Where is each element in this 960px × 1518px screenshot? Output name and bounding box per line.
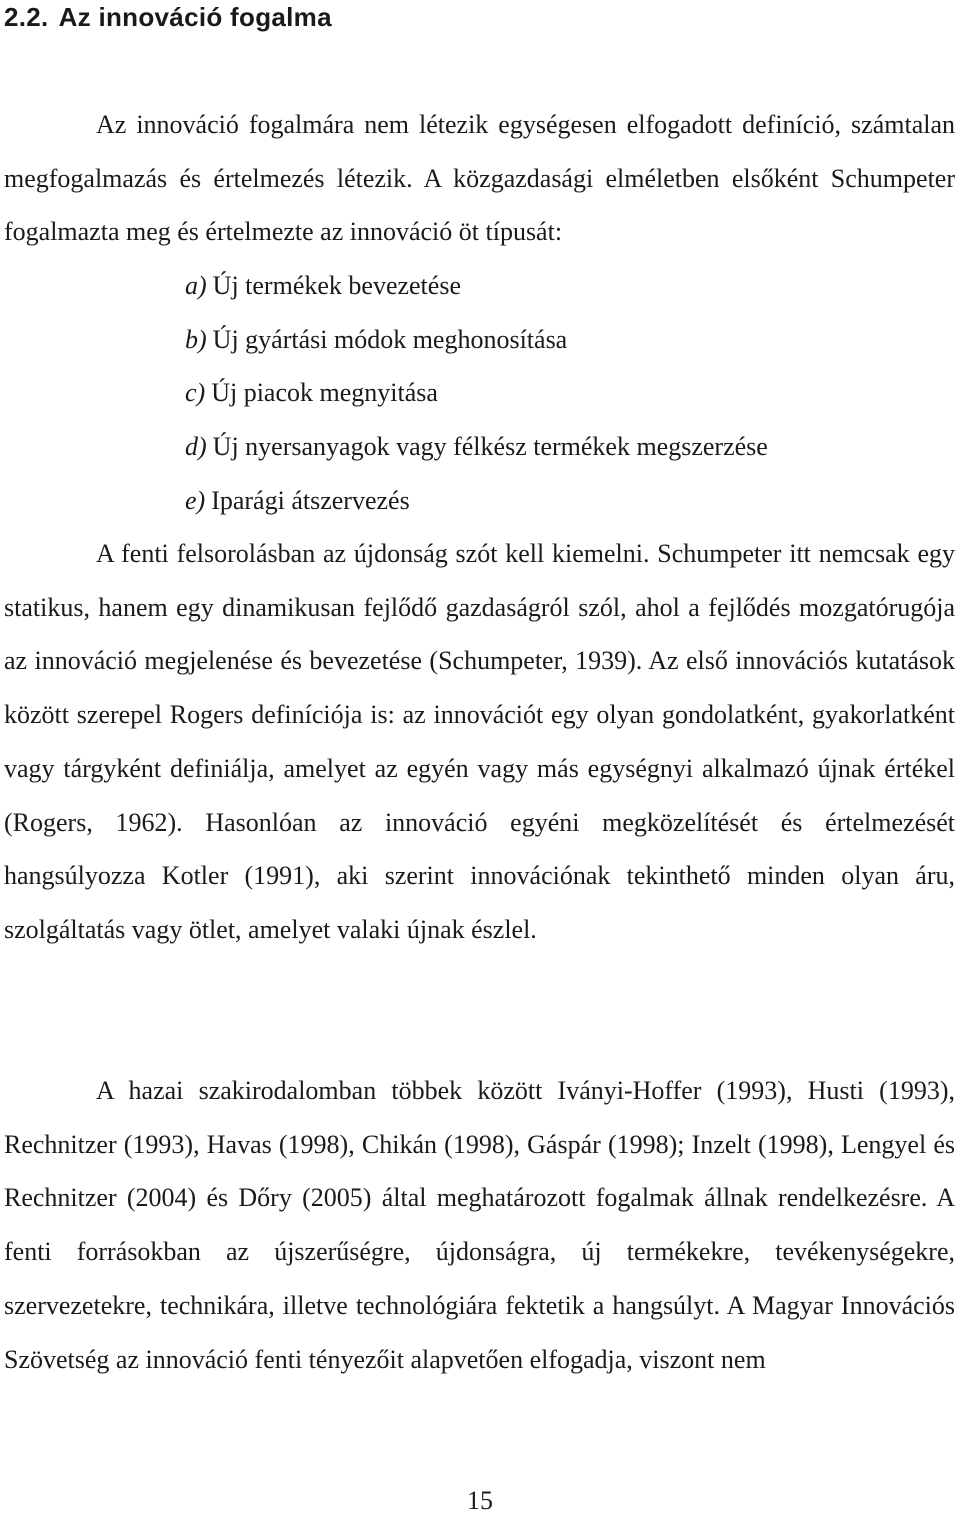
list-item: [185, 259, 768, 313]
paragraph-schumpeter-intro: Az innováció fogalmára nem létezik egységesen elfogadott definíció, számtalan megfogalmazás és értelmezés létezik. A közgazdasági elméletben elsőként Schumpeter fogalmazta meg és értelmezte az innováció öt típusát:: [4, 110, 955, 247]
section-number: 2.2.: [4, 2, 49, 32]
list-item: [185, 420, 768, 474]
list-item-text: Új piacok megnyitása: [211, 378, 438, 408]
list-item-text: Új gyártási módok meghonosítása: [212, 324, 568, 354]
paragraph-domestic-literature: A hazai szakirodalomban többek között Iványi-Hoffer (1993), Husti (1993), Rechnitzer (1993), Havas (1998), Chikán (1998), Gáspár (1998); Inzelt (1998), Lengyel és Rechnitzer (2004) és Dőry (2005) által meghatározott fogalmak állnak rendelkezésre. A fenti forrásokban az újszerűségre, újdonságra, új termékekre, tevékenységekre, szervezetekre, technikára, illetve technológiára fektetik a hangsúlyt. A Magyar Innovációs Szövetség az innováció fenti tényezőit alapvetően elfogadja, viszont nem: [4, 1076, 955, 1374]
section-title: Az innováció fogalma: [58, 2, 332, 32]
list-item-marker: e): [185, 485, 206, 515]
list-item-text: Új termékek bevezetése: [212, 271, 461, 300]
list-item: [185, 313, 768, 367]
paragraph-lead-sentence: A fenti felsorolásban az újdonság szót kell kiemelni.: [96, 539, 650, 568]
list-item-marker: b): [185, 324, 207, 354]
list-item-marker: c): [185, 378, 206, 408]
list-item: [185, 366, 768, 420]
list-item-marker: a): [185, 271, 207, 300]
section-heading: [4, 0, 332, 34]
list-item-marker: d): [185, 432, 207, 462]
innovation-types-list: [185, 259, 768, 528]
list-item: [185, 474, 768, 528]
paragraph-definitions: [4, 527, 955, 957]
list-item-text: Iparági átszervezés: [211, 485, 410, 515]
page-number: 15: [467, 1486, 493, 1515]
paragraph-body: Schumpeter itt nemcsak egy statikus, hanem egy dinamikusan fejlődő gazdaságról szól, ahol a fejlődés mozgatórugója az innováció megjelenése és bevezetése (Schumpeter, 1939). Az első innovációs kutatások között szerepel Rogers definíciója is: az innovációt egy olyan gondolatként, gyakorlatként vagy tárgyként definiálja, amelyet az egyén vagy más egységnyi alkalmazó újnak értékel (Rogers, 1962). Hasonlóan az innováció egyéni megközelítését és értelmezését hangsúlyozza Kotler (1991), aki szerint innovációnak tekinthető minden olyan áru, szolgáltatás vagy ötlet, amelyet valaki újnak észlel.: [4, 539, 955, 944]
list-item-text: Új nyersanyagok vagy félkész termékek megszerzése: [212, 432, 768, 462]
